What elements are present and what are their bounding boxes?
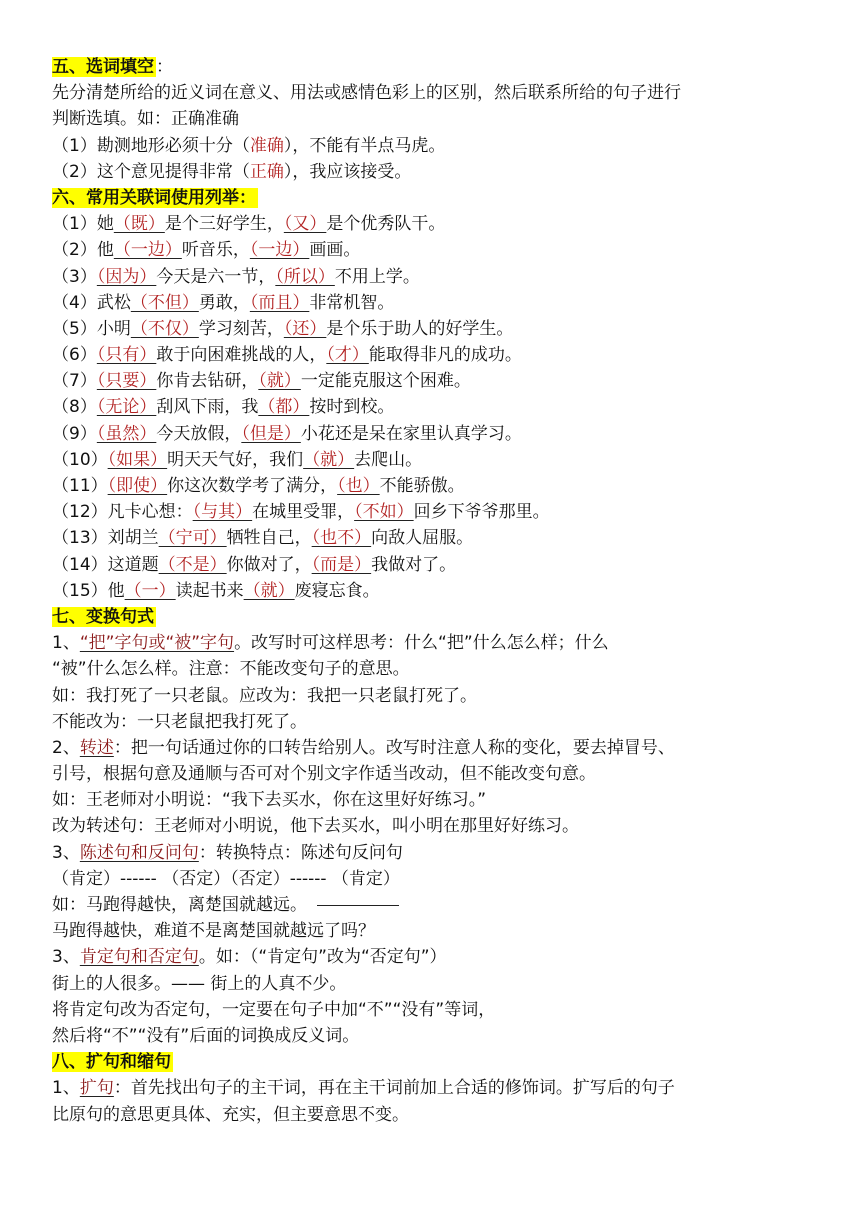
section-6-heading-line [52,185,828,211]
answer-word: 准确 [249,135,284,156]
paragraph-line: 如：我打死了一只老鼠。应改为：我把一只老鼠打死了。 [52,685,477,706]
answer-conjunction: （也） [337,476,380,496]
item-text: 按时到校。 [309,397,395,418]
answer-conjunction: （就） [243,580,295,601]
key-term: 陈述句和反问句 [79,842,199,863]
conjunction-item [52,316,828,342]
paragraph-line: 街上的人很多。—— 街上的人真不少。 [52,973,347,994]
paragraph-line: 然后将“不”“没有”后面的词换成反义词。 [52,1025,360,1046]
item-number: （1） [52,214,97,235]
conjunction-item [52,421,828,447]
example-text: ），我应该接受。 [283,161,412,182]
conjunction-item [52,342,828,368]
paragraph-line: “被”什么怎么样。注意：不能改变句子的意思。 [52,659,410,680]
item-number: （6） [52,345,97,366]
paragraph-line [52,840,828,866]
item-number: （4） [52,292,97,313]
item-text: 听音乐， [181,240,250,261]
item-number: 2、 [52,737,80,758]
example-text: （1）勘测地形必须十分（ [52,135,250,156]
paragraph-text: 。如：（“肯定句”改为“否定句”） [198,947,447,968]
section-7-heading-line [52,604,828,630]
answer-conjunction: （既） [113,214,165,235]
conjunction-item [52,211,828,237]
item-number: （3） [52,266,97,287]
paragraph-text: ：首先找出句子的主干词，再在主干词前加上合适的修饰词。扩写后的句子 [113,1078,675,1099]
item-text: 是个乐于助人的好学生。 [326,318,514,339]
item-text: 今天放假， [156,423,242,444]
answer-conjunction: （如果） [107,449,168,470]
item-text: 今天是六一节， [156,266,276,287]
item-text: 你这次数学考了满分， [167,476,338,496]
paragraph-line: 改为转述句：王老师对小明说，他下去买水，叫小明在那里好好练习。 [52,816,579,837]
paragraph-line: 马跑得越快，难道不是离楚国就越远了吗？ [52,921,375,942]
item-text: 我做对了。 [371,554,457,575]
answer-conjunction: （因为） [96,266,157,287]
item-text: 不用上学。 [334,266,420,287]
answer-conjunction: （还） [283,318,327,339]
section-6-heading: 六、常用关联词使用列举： [52,187,256,208]
item-text: 能取得非凡的成功。 [368,345,522,366]
paragraph-text: 。改写时可这样思考：什么“把”什么怎么样；什么 [234,633,609,654]
item-text: 牺牲自己， [226,528,312,549]
item-number: （13） [52,528,108,549]
answer-conjunction: （所以） [275,266,335,287]
answer-conjunction: （不仅） [130,318,199,339]
answer-conjunction: （又） [283,214,327,235]
item-text: 她 [96,214,114,235]
conjunction-item [52,447,828,473]
item-number: 3、 [52,842,80,863]
example-line-1 [52,133,828,159]
item-number: 1、 [52,1078,80,1099]
paragraph-line [52,1075,828,1101]
item-text: 一定能克服这个困难。 [300,371,471,392]
answer-conjunction: （不但） [130,292,199,313]
item-text: 你肯去钻研， [156,371,259,392]
item-text: 去爬山。 [354,449,423,470]
paragraph-line [52,892,828,918]
item-number: （2） [52,240,97,261]
paragraph-line: 判断选填。如：正确准确 [52,109,239,130]
paragraph-line: （肯定）------ （否定）（否定）------ （肯定） [52,868,400,889]
answer-conjunction: （只要） [96,371,157,392]
key-term: 肯定句和否定句 [79,947,199,968]
item-number: 3、 [52,947,80,968]
answer-conjunction: （而是） [311,554,372,575]
paragraph-line [52,630,828,656]
conjunction-item [52,578,828,604]
answer-conjunction: （无论） [96,397,157,418]
section-8-heading-line [52,1049,828,1075]
item-text: 敢于向困难挑战的人， [156,345,327,366]
item-text: 是个三好学生， [164,214,284,235]
conjunction-item [52,394,828,420]
item-text: 明天天气好，我们 [167,449,304,470]
item-text: 勇敢， [198,292,250,313]
section-5-heading-line [52,54,828,80]
answer-conjunction: （就） [303,449,355,470]
answer-conjunction: （一） [124,580,176,601]
conjunction-item [52,237,828,263]
answer-conjunction: （而且） [249,292,310,313]
item-text: 刘胡兰 [107,528,159,549]
answer-conjunction: （宁可） [158,528,227,549]
item-number: （10） [52,449,108,470]
example-text: ），不能有半点马虎。 [283,135,446,156]
item-number: （11） [52,476,108,496]
item-text: 你做对了， [226,554,312,575]
answer-conjunction: （不如） [354,502,414,523]
answer-conjunction: （一边） [249,240,310,261]
item-number: （8） [52,397,97,418]
example-text: （2）这个意见提得非常（ [52,161,250,182]
item-text: 在城里受罪， [252,502,355,523]
answer-conjunction: （不是） [158,554,227,575]
answer-conjunction: （但是） [241,423,301,444]
item-text: 废寝忘食。 [294,580,380,601]
item-number: （9） [52,423,97,444]
item-number: （7） [52,371,97,392]
item-text: 小花还是呆在家里认真学习。 [300,423,522,444]
key-term: “把”字句或“被”字句 [79,633,235,654]
answer-conjunction: （也不） [311,528,372,549]
paragraph-text: ：把一句话通过你的口转告给别人。改写时注意人称的变化，要去掉冒号、 [113,737,675,758]
paragraph-line [52,735,828,761]
item-text: 刮风下雨，我 [156,397,259,418]
item-text: 武松 [96,292,131,313]
item-number: （14） [52,554,108,575]
conjunction-item [52,264,828,290]
conjunction-item [52,552,828,578]
answer-conjunction: （才） [326,345,369,366]
example-line-2 [52,159,828,185]
answer-conjunction: （与其） [192,502,253,523]
conjunction-item [52,368,828,394]
item-number: 1、 [52,633,80,654]
answer-conjunction: （都） [258,397,310,418]
answer-conjunction: （虽然） [96,423,157,444]
conjunction-item [52,473,828,499]
item-text: 他 [96,240,114,261]
item-text: 学习刻苦， [198,318,284,339]
item-text: 他 [107,580,125,601]
item-number: （5） [52,318,97,339]
section-8-heading: 八、扩句和缩句 [52,1052,171,1073]
heading-colon: ： [156,57,173,77]
paragraph-line: 引号，根据句意及通顺与否可对个别文字作适当改动，但不能改变句意。 [52,764,596,785]
paragraph-line: 如：王老师对小明说：“我下去买水，你在这里好好练习。” [52,790,487,811]
item-text: 不能骄傲。 [379,476,465,496]
section-5-heading: 五、选词填空 [52,57,154,77]
paragraph-text: 如：马跑得越快，离楚国就越远。 [52,895,307,915]
paragraph-line: 将肯定句改为否定句，一定要在句子中加“不”“没有”等词， [52,999,496,1020]
conjunction-item [52,290,828,316]
paragraph-text: ：转换特点：陈述句反问句 [198,842,403,863]
item-text: 是个优秀队干。 [326,214,446,235]
conjunction-list [52,211,828,604]
conjunction-item [52,499,828,525]
answer-conjunction: （即使） [107,476,168,496]
conjunction-item [52,525,828,551]
answer-word: 正确 [249,161,284,182]
item-number: （15） [52,580,108,601]
section-7-heading: 七、变换句式 [52,606,154,627]
paragraph-line: 比原句的意思更具体、充实，但主要意思不变。 [52,1104,409,1125]
answer-conjunction: （一边） [113,240,182,261]
item-text: 读起书来 [175,580,244,601]
item-text: 向敌人屈服。 [371,528,474,549]
item-text: 这道题 [107,554,159,575]
answer-conjunction: （就） [258,371,301,392]
paragraph-line: 先分清楚所给的近义词在意义、用法或感情色彩上的区别，然后联系所给的句子进行 [52,83,681,104]
item-text: 回乡下爷爷那里。 [413,502,550,523]
item-text: 画画。 [309,240,361,261]
blank-line [317,905,399,906]
item-text: 小明 [96,318,131,339]
key-term: 扩句 [79,1078,114,1099]
answer-conjunction: （只有） [96,345,157,366]
paragraph-line [52,944,828,970]
item-text: 非常机智。 [309,292,395,313]
item-number: （12） [52,502,108,523]
item-text: 凡卡心想： [107,502,193,523]
key-term: 转述 [79,737,114,758]
paragraph-line: 不能改为：一只老鼠把我打死了。 [52,711,307,732]
